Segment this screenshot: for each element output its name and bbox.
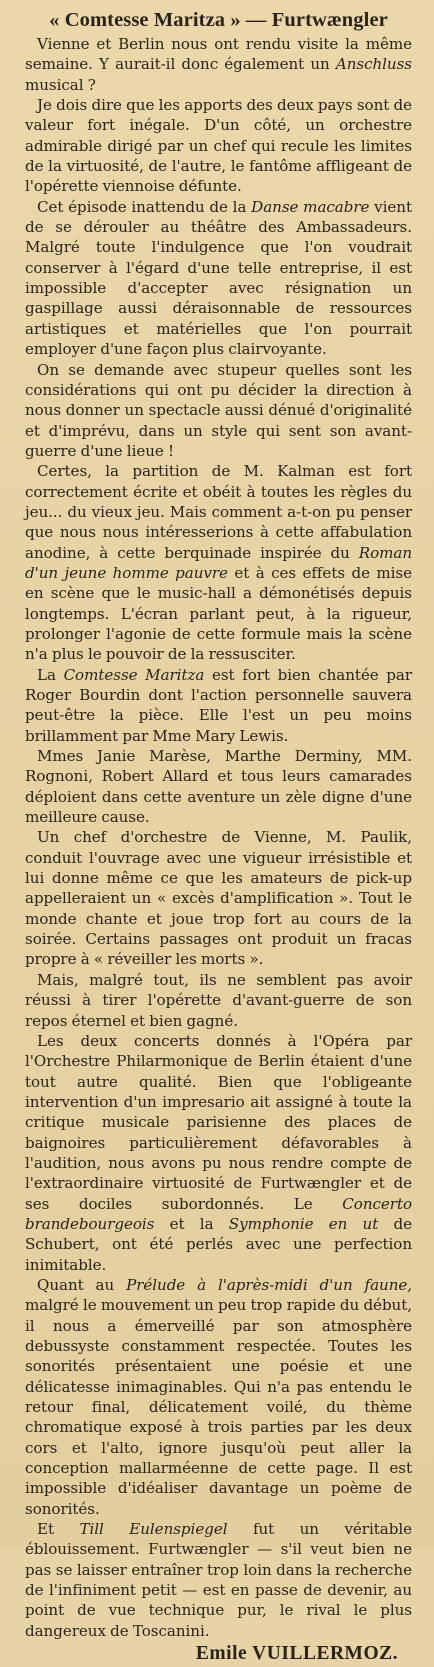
paragraph-text: est fort bien chantée par Roger Bourdin dont l'action personnelle sauvera peut-être la pièce. Elle l'est un peu moins brillamment par Mme Mary Lewis. [25,665,413,745]
paragraph-text: Mmes Janie Marèse, Marthe Derminy, MM. Rognoni, Robert Allard et tous leurs camarades déploient dans cette aventure un zèle digne d'une meilleure cause. [25,747,412,827]
article-paragraph [25,746,412,827]
italic-title-text: Concerto brandebourgeois [25,1194,412,1233]
paragraph-text: Quant au [37,1275,127,1294]
article-paragraph [25,970,412,1031]
article-paragraph [25,1519,412,1641]
paragraph-text: Les deux concerts donnés à l'Opéra par l'Orchestre Philarmonique de Berlin étaient d'une tout autre qualité. Bien que l'obligeante intervention d'un impresario ait assigné à toute la critique musicale parisienne des places de baignoires particulièrement défavorables à l'audition, nous avons pu nous rendre compte de l'extraordinaire virtuosité de Furtwængler et de ses dociles subordonnés. Le [25,1031,412,1213]
paragraph-text: et la [154,1214,229,1233]
article-paragraph [25,95,412,197]
italic-title-text: Roman d'un jeune homme pauvre [25,543,412,582]
article-paragraph [25,827,412,969]
paragraph-text: Mais, malgré tout, ils ne semblent pas avoir réussi à tirer l'opérette d'avant-guerre de son repos éternel et bien gagné. [25,970,412,1030]
article-paragraph [25,461,412,664]
italic-title-text: Anschluss [335,55,412,74]
article-paragraph [25,197,412,360]
paragraph-text: Certes, la partition de M. Kalman est fort correctement écrite et obéit à toutes les règles du jeu... du vieux jeu. Mais comment a-t-on pu penser que nous nous intéresserions à cette affabulation anodine, à cette berquinade inspirée du [25,462,412,562]
article-paragraph [25,1031,412,1275]
italic-title-text: Till Eulenspiegel [79,1520,228,1539]
paragraph-text: Cet épisode inattendu de la [37,197,252,216]
italic-title-text: Danse macabre [251,197,370,216]
paragraph-text: Vienne et Berlin nous ont rendu visite la même semaine. Y aurait-il donc également un [25,35,412,74]
article-signature: Emile VUILLERMOZ. [195,1643,398,1665]
paragraph-text: Un chef d'orchestre de Vienne, M. Paulik, conduit l'ouvrage avec une vigueur irrésistible et lui donne même ce que les amateurs de pick-up appelleraient un « excès d'amplification ». Tout le monde chante et joue trop fort au cours de la soirée. Certains passages ont produit un fracas propre à « réveiller les morts ». [25,828,412,969]
paragraph-text: fut un véritable éblouissement. Furtwængler — s'il veut bien ne pas se laisser entraîner trop loin dans la recherche de l'infiniment petit — est en passe de devenir, au point de vue technique pur, le rival le plus dangereux de Toscanini. [25,1520,412,1640]
paragraph-text: On se demande avec stupeur quelles sont les considérations qui ont pu décider la direction à nous donner un spectacle aussi dénué d'originalité et d'imprévu, dans un style qui sent son avant-guerre d'une lieue ! [25,360,412,460]
article-title: « Comtesse Maritza » — Furtwængler [49,9,388,31]
italic-title-text: Comtesse Maritza [63,665,205,684]
paragraph-text: et à ces effets de mise en scène que le music-hall a démonétisés depuis longtemps. L'écran parlant peut, à la rigueur, prolonger l'agonie de cette formule mais la scène n'a plus le pouvoir de la ressusciter. [25,563,412,664]
italic-title-text: Symphonie en ut [228,1214,379,1233]
article-paragraph [25,1275,412,1519]
article-body [25,34,412,1641]
paragraph-text: Et [37,1520,80,1539]
paragraph-text: La [37,665,64,684]
article-paragraph [25,360,412,462]
article-paragraph [25,34,412,95]
paragraph-text: de Schubert, ont été perlés avec une perfection inimitable. [25,1214,413,1274]
paragraph-text: Je dois dire que les apports des deux pays sont de valeur fort inégale. D'un côté, un orchestre admirable dirigé par un chef qui recule les limites de la virtuosité, de l'autre, le fantôme affligeant de l'opérette viennoise défunte. [25,96,412,196]
italic-title-text: Prélude à l'après-midi d'un faune, [126,1275,412,1294]
paragraph-text: musical ? [25,75,96,94]
article-paragraph [25,665,412,746]
paragraph-text: vient de se dérouler au théâtre des Ambassadeurs. Malgré toute l'indulgence que l'on voudrait conserver à l'égard d'une telle entreprise, il est impossible d'accepter avec résignation un gaspillage aussi déraisonnable de ressources artistiques et matérielles que l'on pourrait employer d'une façon plus clairvoyante. [25,197,412,359]
paragraph-text: malgré le mouvement un peu trop rapide du début, il nous a émerveillé par son atmosphère debussyste constamment respectée. Toutes les sonorités présentaient une poésie et une délicatesse inimaginables. Qui n'a pas entendu le retour final, délicatement voilé, du thème chromatique exposé à trois parties par les deux cors et l'alto, ignore jusqu'où peut aller la conception mallarméenne de cette page. Il est impossible d'idéaliser davantage un poème de sonorités. [25,1296,412,1518]
